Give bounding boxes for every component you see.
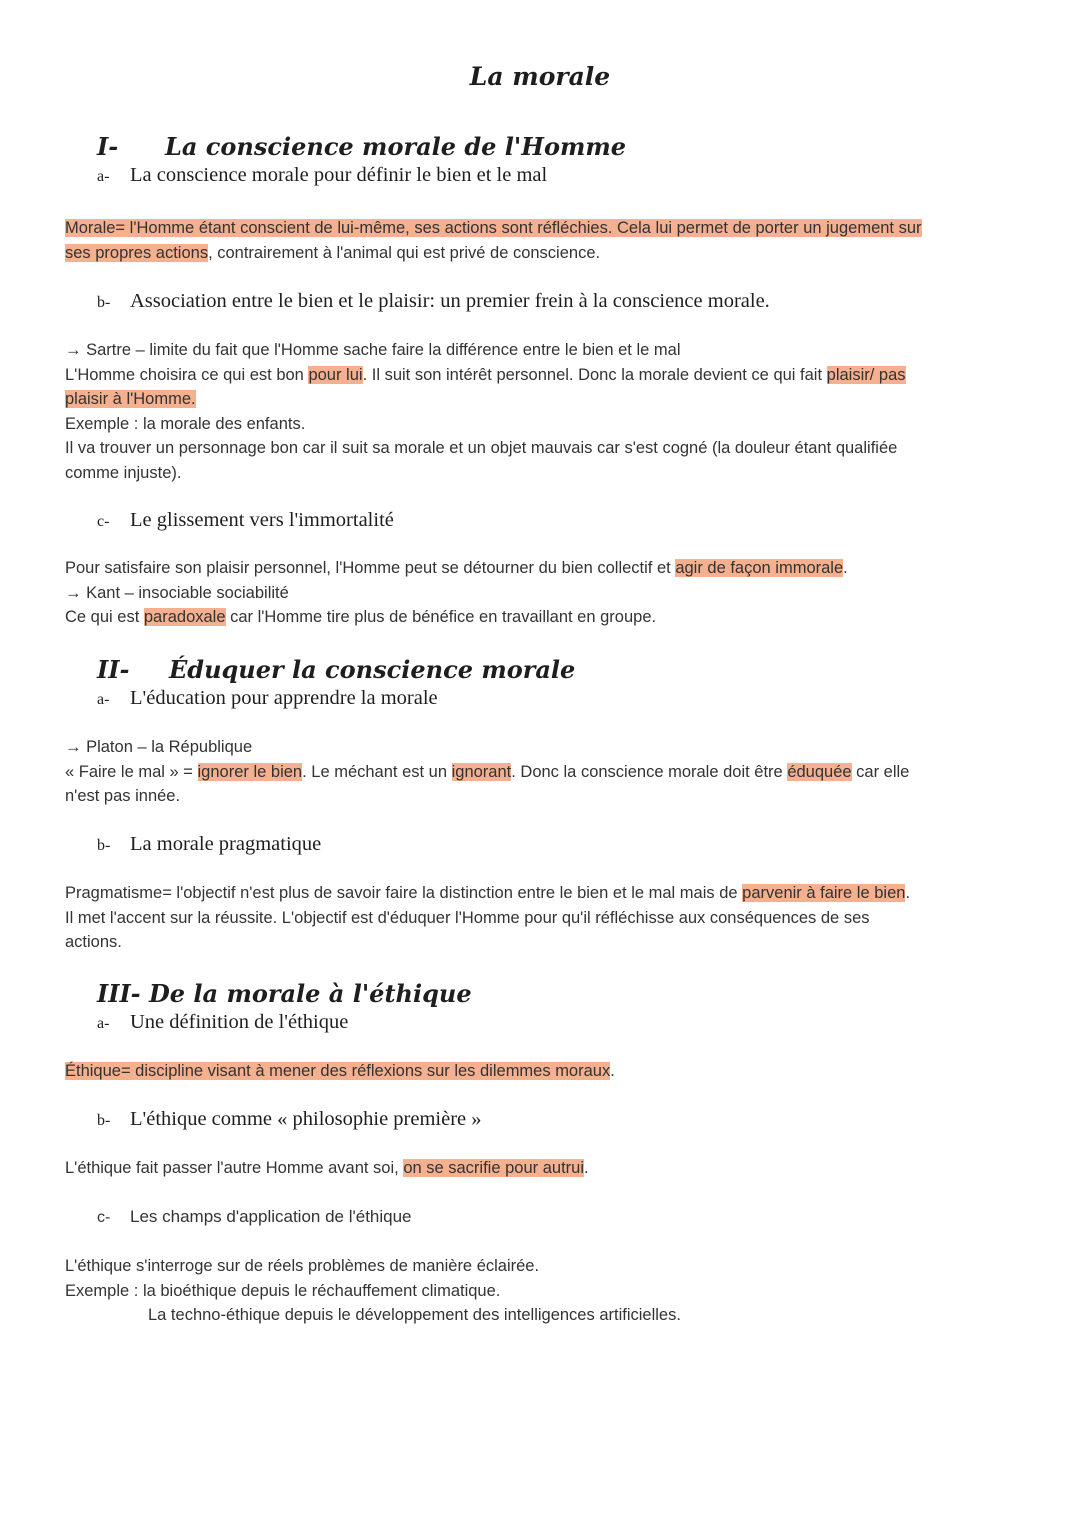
text: . Le méchant est un	[302, 762, 452, 781]
subsection-title: Les champs d'application de l'éthique	[130, 1207, 412, 1226]
text: actions.	[65, 933, 122, 951]
subsection-letter: b-	[97, 294, 111, 311]
text: Pour satisfaire son plaisir personnel, l'Homme peut se détourner du bien collectif et	[65, 559, 676, 577]
text: .	[843, 559, 848, 577]
highlight: paradoxale	[143, 608, 226, 626]
highlight: on se sacrifie pour autrui	[403, 1159, 584, 1177]
subsection-letter: a-	[97, 1015, 110, 1032]
text: .	[610, 1062, 615, 1080]
text: . Il suit son intérêt personnel. Donc la morale devient ce qui fait	[362, 365, 827, 384]
text: Pragmatisme= l'objectif n'est plus de savoir faire la distinction entre le bien et le mal mais de	[65, 884, 743, 902]
page-title: La morale	[469, 62, 611, 91]
subsection-letter: c-	[97, 1209, 111, 1226]
paragraph-2b	[65, 881, 1020, 955]
subsection-1a-heading	[97, 164, 547, 187]
subsection-title: Association entre le bien et le plaisir: un premier frein à la conscience morale.	[130, 290, 770, 312]
text: L'éthique fait passer l'autre Homme avant soi,	[65, 1159, 404, 1177]
text: → Kant – insociable sociabilité	[65, 583, 289, 602]
paragraph-3c	[65, 1254, 1020, 1328]
subsection-letter: b-	[97, 1112, 111, 1129]
text: Exemple : la bioéthique depuis le réchauffement climatique.	[65, 1281, 501, 1300]
text: Il va trouver un personnage bon car il suit sa morale et un objet mauvais car s'est cogné (la douleur étant qualifiée	[65, 439, 898, 457]
subsection-title: La conscience morale pour définir le bien et le mal	[130, 164, 548, 186]
subsection-title: Le glissement vers l'immortalité	[130, 509, 394, 531]
text: Ce qui est	[65, 608, 144, 626]
text: L'Homme choisira ce qui est bon	[65, 365, 309, 384]
paragraph-1a	[65, 216, 1020, 265]
highlight: éduquée	[787, 762, 852, 781]
highlight: pour lui	[308, 365, 363, 384]
section-2-heading	[97, 655, 575, 684]
text: .	[905, 884, 911, 902]
subsection-title: La morale pragmatique	[130, 833, 322, 855]
subsection-1b-heading	[97, 290, 770, 313]
highlight: ignorant	[451, 762, 512, 781]
subsection-1c-heading	[97, 509, 394, 532]
section-number: I-	[97, 132, 119, 161]
highlight: ses propres actions	[65, 243, 209, 262]
section-1-heading	[97, 132, 626, 161]
subsection-2a-heading	[97, 687, 438, 710]
paragraph-3b	[65, 1156, 1020, 1181]
text: La techno-éthique depuis le développement des intelligences artificielles.	[148, 1306, 681, 1324]
text: . Donc la conscience morale doit être	[511, 762, 788, 781]
subsection-letter: b-	[97, 837, 111, 854]
highlight: ignorer le bien	[197, 762, 303, 781]
text: → Sartre – limite du fait que l'Homme sache faire la différence entre le bien et le mal	[65, 341, 681, 359]
subsection-letter: a-	[97, 168, 110, 185]
subsection-title: L'éthique comme « philosophie première »	[130, 1108, 482, 1130]
subsection-3b-heading	[97, 1108, 482, 1131]
text: n'est pas innée.	[65, 787, 181, 805]
text: comme injuste).	[65, 463, 182, 482]
paragraph-2a	[65, 735, 1020, 809]
text: , contrairement à l'animal qui est privé de conscience.	[208, 243, 601, 262]
text: « Faire le mal » =	[65, 762, 198, 781]
highlight: plaisir/ pas	[826, 365, 906, 384]
paragraph-1b	[65, 338, 1020, 485]
section-3-heading: III- De la morale à l'éthique	[97, 979, 472, 1008]
text: Exemple : la morale des enfants.	[65, 414, 306, 433]
text: → Platon – la République	[65, 738, 253, 756]
section-number: II-	[97, 655, 130, 684]
text: Il met l'accent sur la réussite. L'objectif est d'éduquer l'Homme pour qu'il réfléchisse aux conséquences de ses	[65, 908, 870, 927]
text: car elle	[851, 762, 910, 781]
highlight: Éthique= discipline visant à mener des réflexions sur les dilemmes moraux	[65, 1062, 611, 1080]
subsection-3c-heading	[97, 1207, 412, 1227]
text: L'éthique s'interroge sur de réels problèmes de manière éclairée.	[65, 1257, 540, 1275]
subsection-title: L'éducation pour apprendre la morale	[130, 687, 438, 709]
highlight: plaisir à l'Homme.	[65, 390, 196, 408]
subsection-title: Une définition de l'éthique	[130, 1011, 349, 1033]
subsection-2b-heading	[97, 833, 321, 856]
paragraph-1c	[65, 556, 1020, 630]
text: .	[584, 1159, 589, 1177]
subsection-3a-heading	[97, 1011, 348, 1034]
highlight: Morale= l'Homme étant conscient de lui-même, ses actions sont réfléchies. Cela lui permet de porter un jugement sur	[65, 219, 922, 237]
text: car l'Homme tire plus de bénéfice en travaillant en groupe.	[225, 608, 657, 626]
subsection-letter: c-	[97, 513, 110, 530]
section-title: La conscience morale de l'Homme	[165, 132, 627, 161]
section-title: Éduquer la conscience morale	[169, 655, 576, 684]
highlight: agir de façon immorale	[675, 559, 844, 577]
paragraph-3a	[65, 1059, 1020, 1084]
subsection-letter: a-	[97, 691, 110, 708]
highlight: parvenir à faire le bien	[742, 884, 906, 902]
